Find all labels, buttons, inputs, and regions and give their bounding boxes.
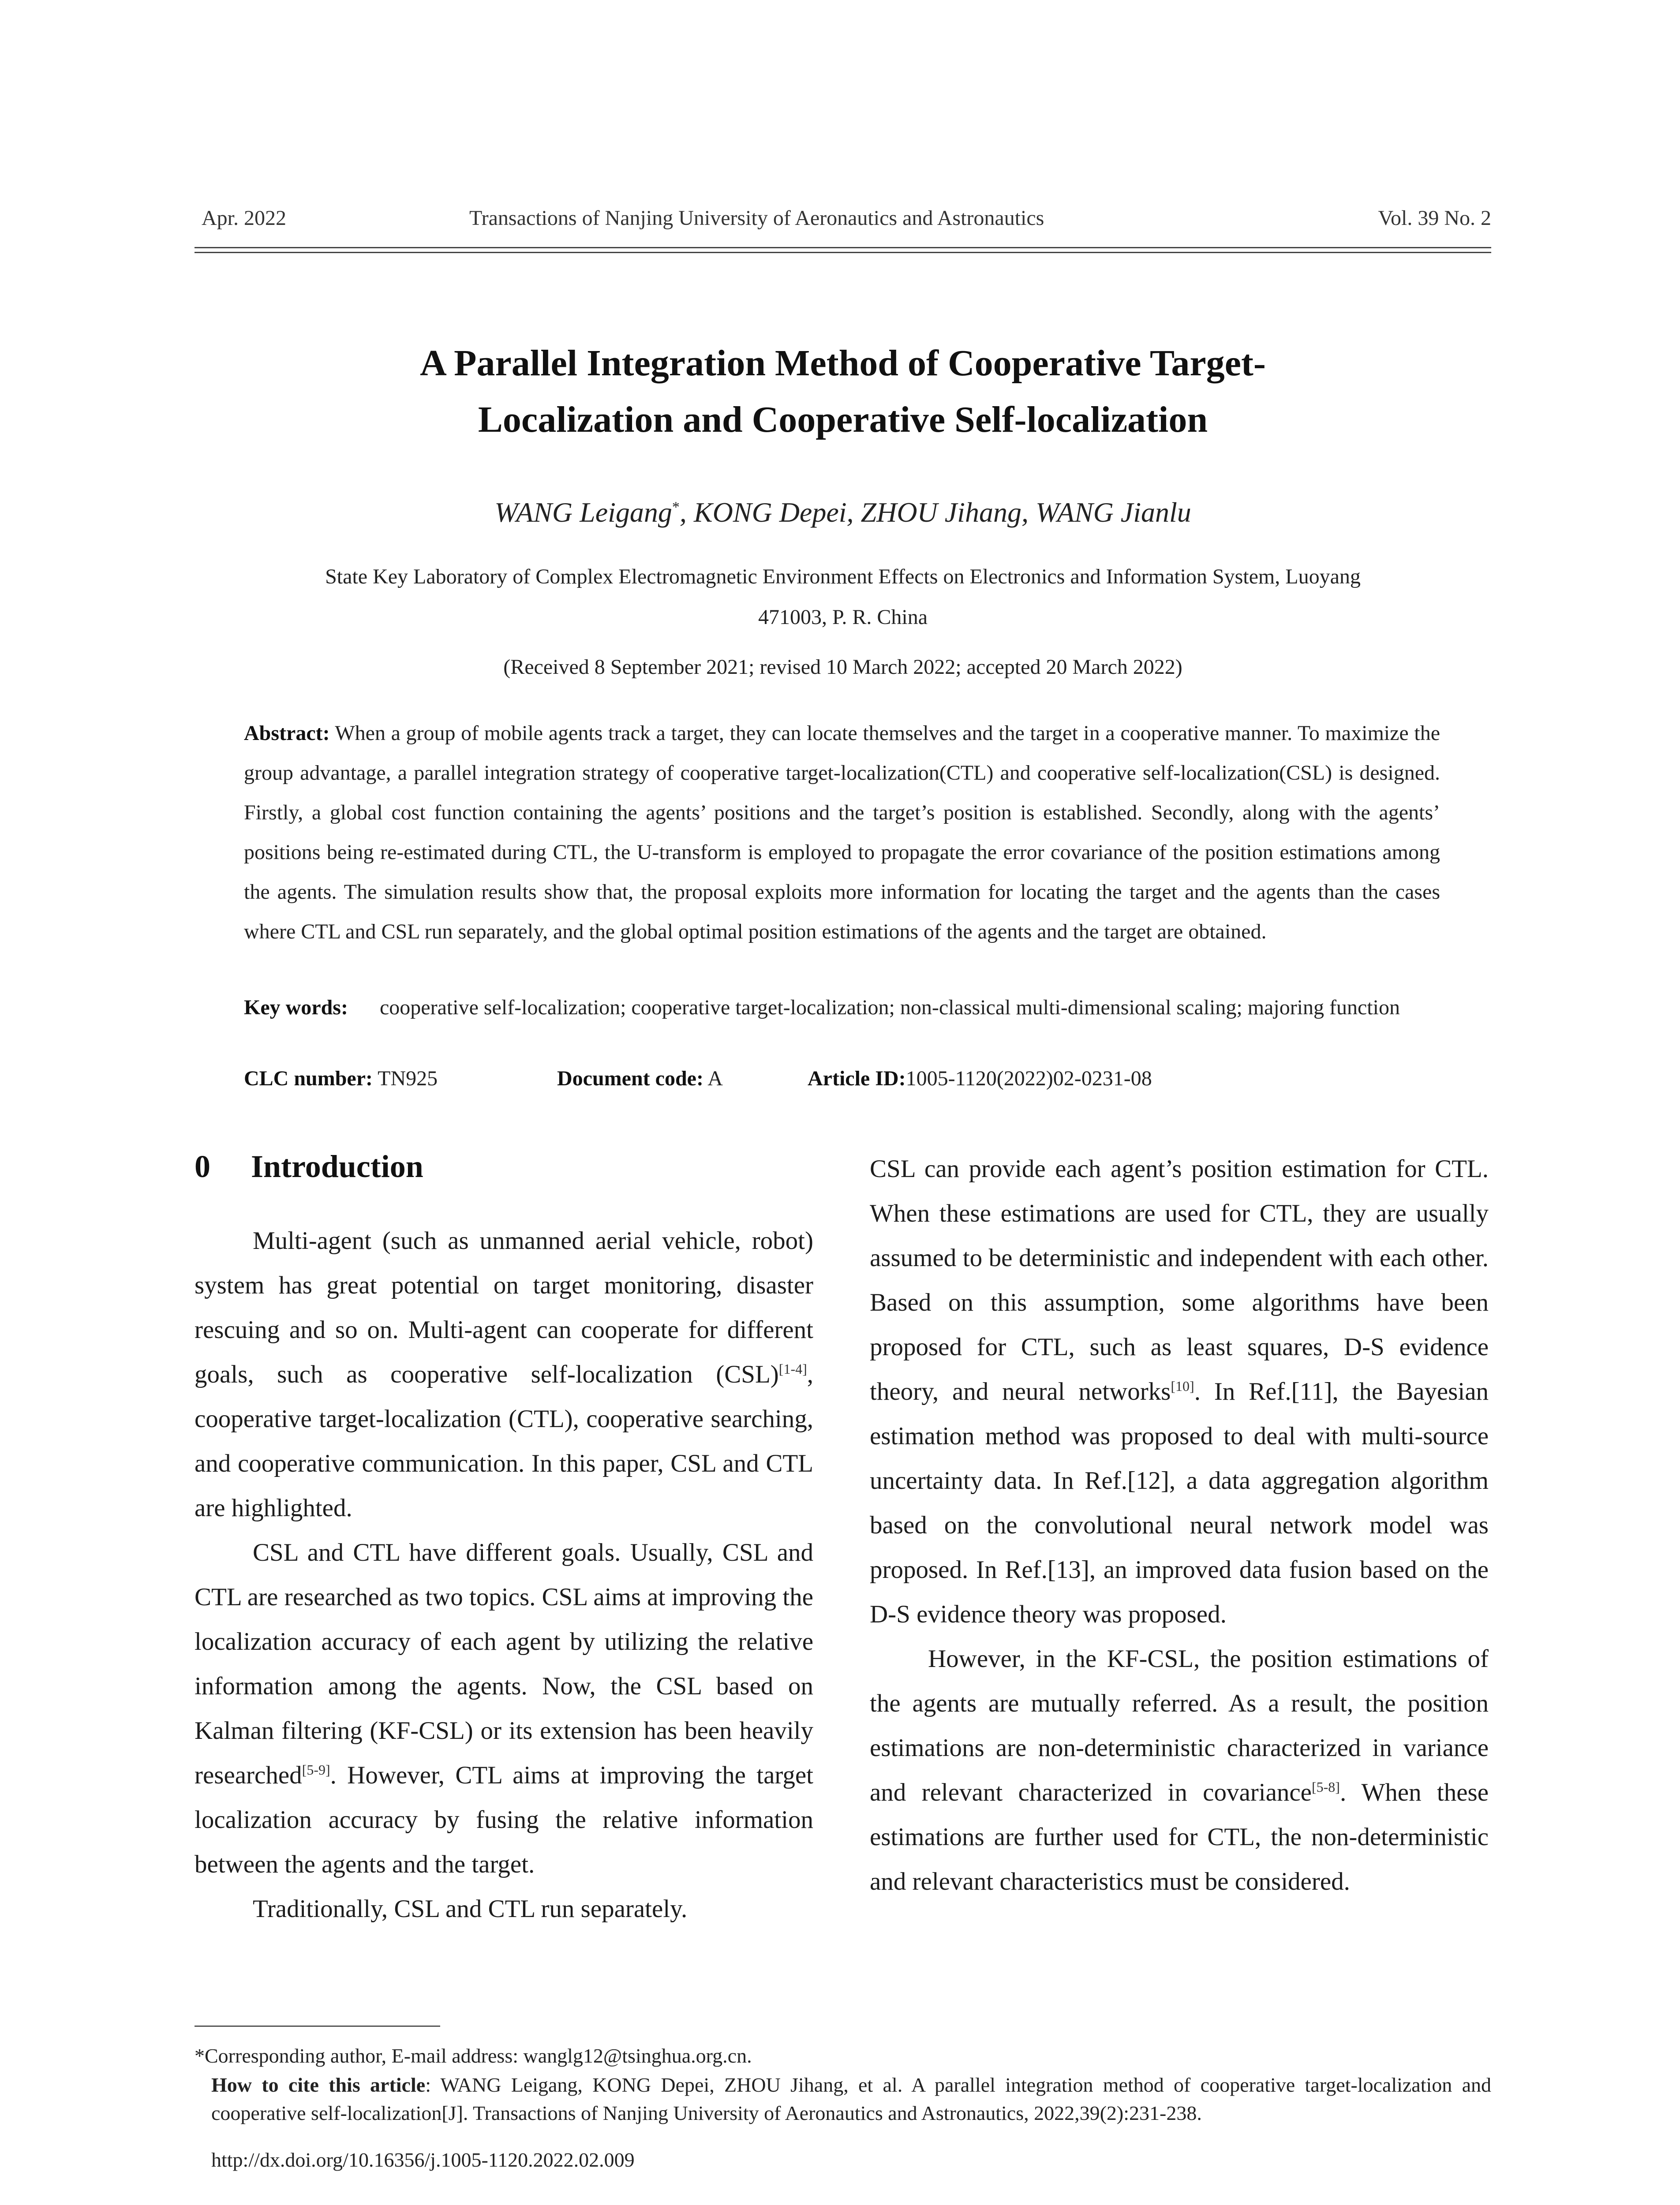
doi-link[interactable]: http://dx.doi.org/10.16356/j.1005-1120.2022.02.009 [211, 2149, 635, 2171]
paragraph-text: . When these estimations are further used for CTL, the non-deterministic and relevant characteristics must be considered. [870, 1779, 1489, 1895]
co-authors: , KONG Depei, ZHOU Jihang, WANG Jianlu [679, 497, 1191, 528]
affiliation [195, 557, 1491, 638]
affiliation-line-1: State Key Laboratory of Complex Electromagnetic Environment Effects on Electronics and Information System, Luoyang [325, 565, 1361, 588]
received-dates: (Received 8 September 2021; revised 10 March 2022; accepted 20 March 2022) [503, 655, 1182, 679]
doc-code-value: A [703, 1067, 723, 1090]
running-header [195, 201, 1491, 236]
clc-label: CLC number: [244, 1067, 373, 1090]
title-line-1: A Parallel Integration Method of Cooperative Target- [420, 343, 1266, 384]
how-to-cite-label: How to cite this article [211, 2074, 426, 2096]
paragraph [870, 1147, 1489, 1637]
section-number: 0 [195, 1149, 210, 1184]
paragraph-text: CSL can provide each agent’s position estimation for CTL. When these estimations are used for CTL, they are usually assumed to be deterministic and independent with each other. Based on this assumption, some algorithms have been proposed for CTL, such as least squares, D-S evidence theory, and neural networks [870, 1155, 1489, 1405]
abstract-text: When a group of mobile agents track a target, they can locate themselves and the target in a cooperative manner. To maximize the group advantage, a parallel integration strategy of cooperative target-localization(CTL) and cooperative self-localization(CSL) is designed. Firstly, a global cost function containing the agents’ positions and the target’s position is established. Secondly, along with the agents’ positions being re-estimated during CTL, the U-transform is employed to propagate the error covariance of the position estimations among the agents. The simulation results show that, the proposal exploits more information for locating the target and the agents than the cases where CTL and CSL run separately, and the global optimal position estimations of the agents and the target are obtained. [244, 721, 1440, 943]
paragraph [195, 1530, 813, 1887]
paragraph-text: . However, CTL aims at improving the target localization accuracy by fusing the relative information between the agents and the target. [195, 1761, 813, 1878]
doc-code-label: Document code: [557, 1067, 703, 1090]
corresponding-author-note: *Corresponding author, E-mail address: wanglg12@tsinghua.org.cn. [195, 2044, 752, 2067]
article-id-label: Article ID: [808, 1067, 906, 1090]
paragraph-text: However, in the KF-CSL, the position estimations of the agents are mutually referred. As a result, the position estimations are non-deterministic characterized in variance and relevant characterized in covariance [870, 1645, 1489, 1806]
header-double-rule [195, 247, 1491, 253]
citation-ref: [5-8] [1311, 1779, 1340, 1795]
how-to-cite [211, 2071, 1491, 2127]
paragraph [195, 1218, 813, 1530]
document-code [557, 1066, 723, 1091]
affiliation-line-2: 471003, P. R. China [758, 605, 928, 629]
corresponding-author-mark: * [672, 499, 680, 516]
clc-value: TN925 [373, 1067, 438, 1090]
keywords-text: cooperative self-localization; cooperative target-localization; non-classical multi-dimensional scaling; majoring function [380, 996, 1400, 1019]
article-title [195, 335, 1491, 448]
footnote-rule [195, 2026, 440, 2027]
keywords-label: Key words: [244, 996, 348, 1019]
left-column [195, 1144, 813, 1931]
clc-number [244, 1066, 438, 1091]
author-list [195, 496, 1491, 529]
keywords [244, 988, 1440, 1028]
paragraph-text: , cooperative target-localization (CTL), cooperative searching, and cooperative communication. In this paper, CSL and CTL are highlighted. [195, 1360, 813, 1522]
article-id-value: 1005-1120(2022)02-0231-08 [905, 1067, 1152, 1090]
paragraph-text: CSL and CTL have different goals. Usually, CSL and CTL are researched as two topics. CSL aims at improving the localization accuracy of each agent by utilizing the relative information among the agents. Now, the CSL based on Kalman filtering (KF-CSL) or its extension has been heavily researched [195, 1539, 813, 1789]
citation-ref: [10] [1171, 1378, 1194, 1394]
article-id [808, 1066, 1152, 1091]
right-column [870, 1147, 1489, 1904]
first-author: WANG Leigang [494, 497, 672, 528]
footnotes [195, 2042, 1491, 2174]
paragraph-text: . In Ref.[11], the Bayesian estimation method was proposed to deal with multi-source uncertainty data. In Ref.[12], a data aggregation algorithm based on the convolutional neural network model was proposed. In Ref.[13], an improved data fusion based on the D-S evidence theory was proposed. [870, 1378, 1489, 1628]
paragraph [870, 1637, 1489, 1904]
citation-ref: [5-9] [302, 1762, 330, 1778]
title-line-2: Localization and Cooperative Self-localization [478, 399, 1208, 440]
issue-date: Apr. 2022 [202, 206, 286, 230]
volume-issue: Vol. 39 No. 2 [1378, 206, 1491, 230]
abstract-label: Abstract: [244, 721, 330, 745]
journal-name: Transactions of Nanjing University of Aeronautics and Astronautics [469, 206, 1044, 230]
paragraph: Traditionally, CSL and CTL run separately. [253, 1895, 688, 1923]
abstract [244, 714, 1440, 952]
citation-ref: [1-4] [778, 1361, 807, 1377]
section-heading [195, 1144, 813, 1188]
paragraph-text: Multi-agent (such as unmanned aerial vehicle, robot) system has great potential on target monitoring, disaster rescuing and so on. Multi-agent can cooperate for different goals, such as cooperative self-localization (CSL) [195, 1227, 813, 1388]
how-to-cite-text: : WANG Leigang, KONG Depei, ZHOU Jihang, et al. A parallel integration method of cooperative target-localization and cooperative self-localization[J]. Transactions of Nanjing University of Aeronautics and Astronautics, 2022,39(2):231-238. [211, 2074, 1491, 2124]
section-title: Introduction [251, 1149, 423, 1184]
